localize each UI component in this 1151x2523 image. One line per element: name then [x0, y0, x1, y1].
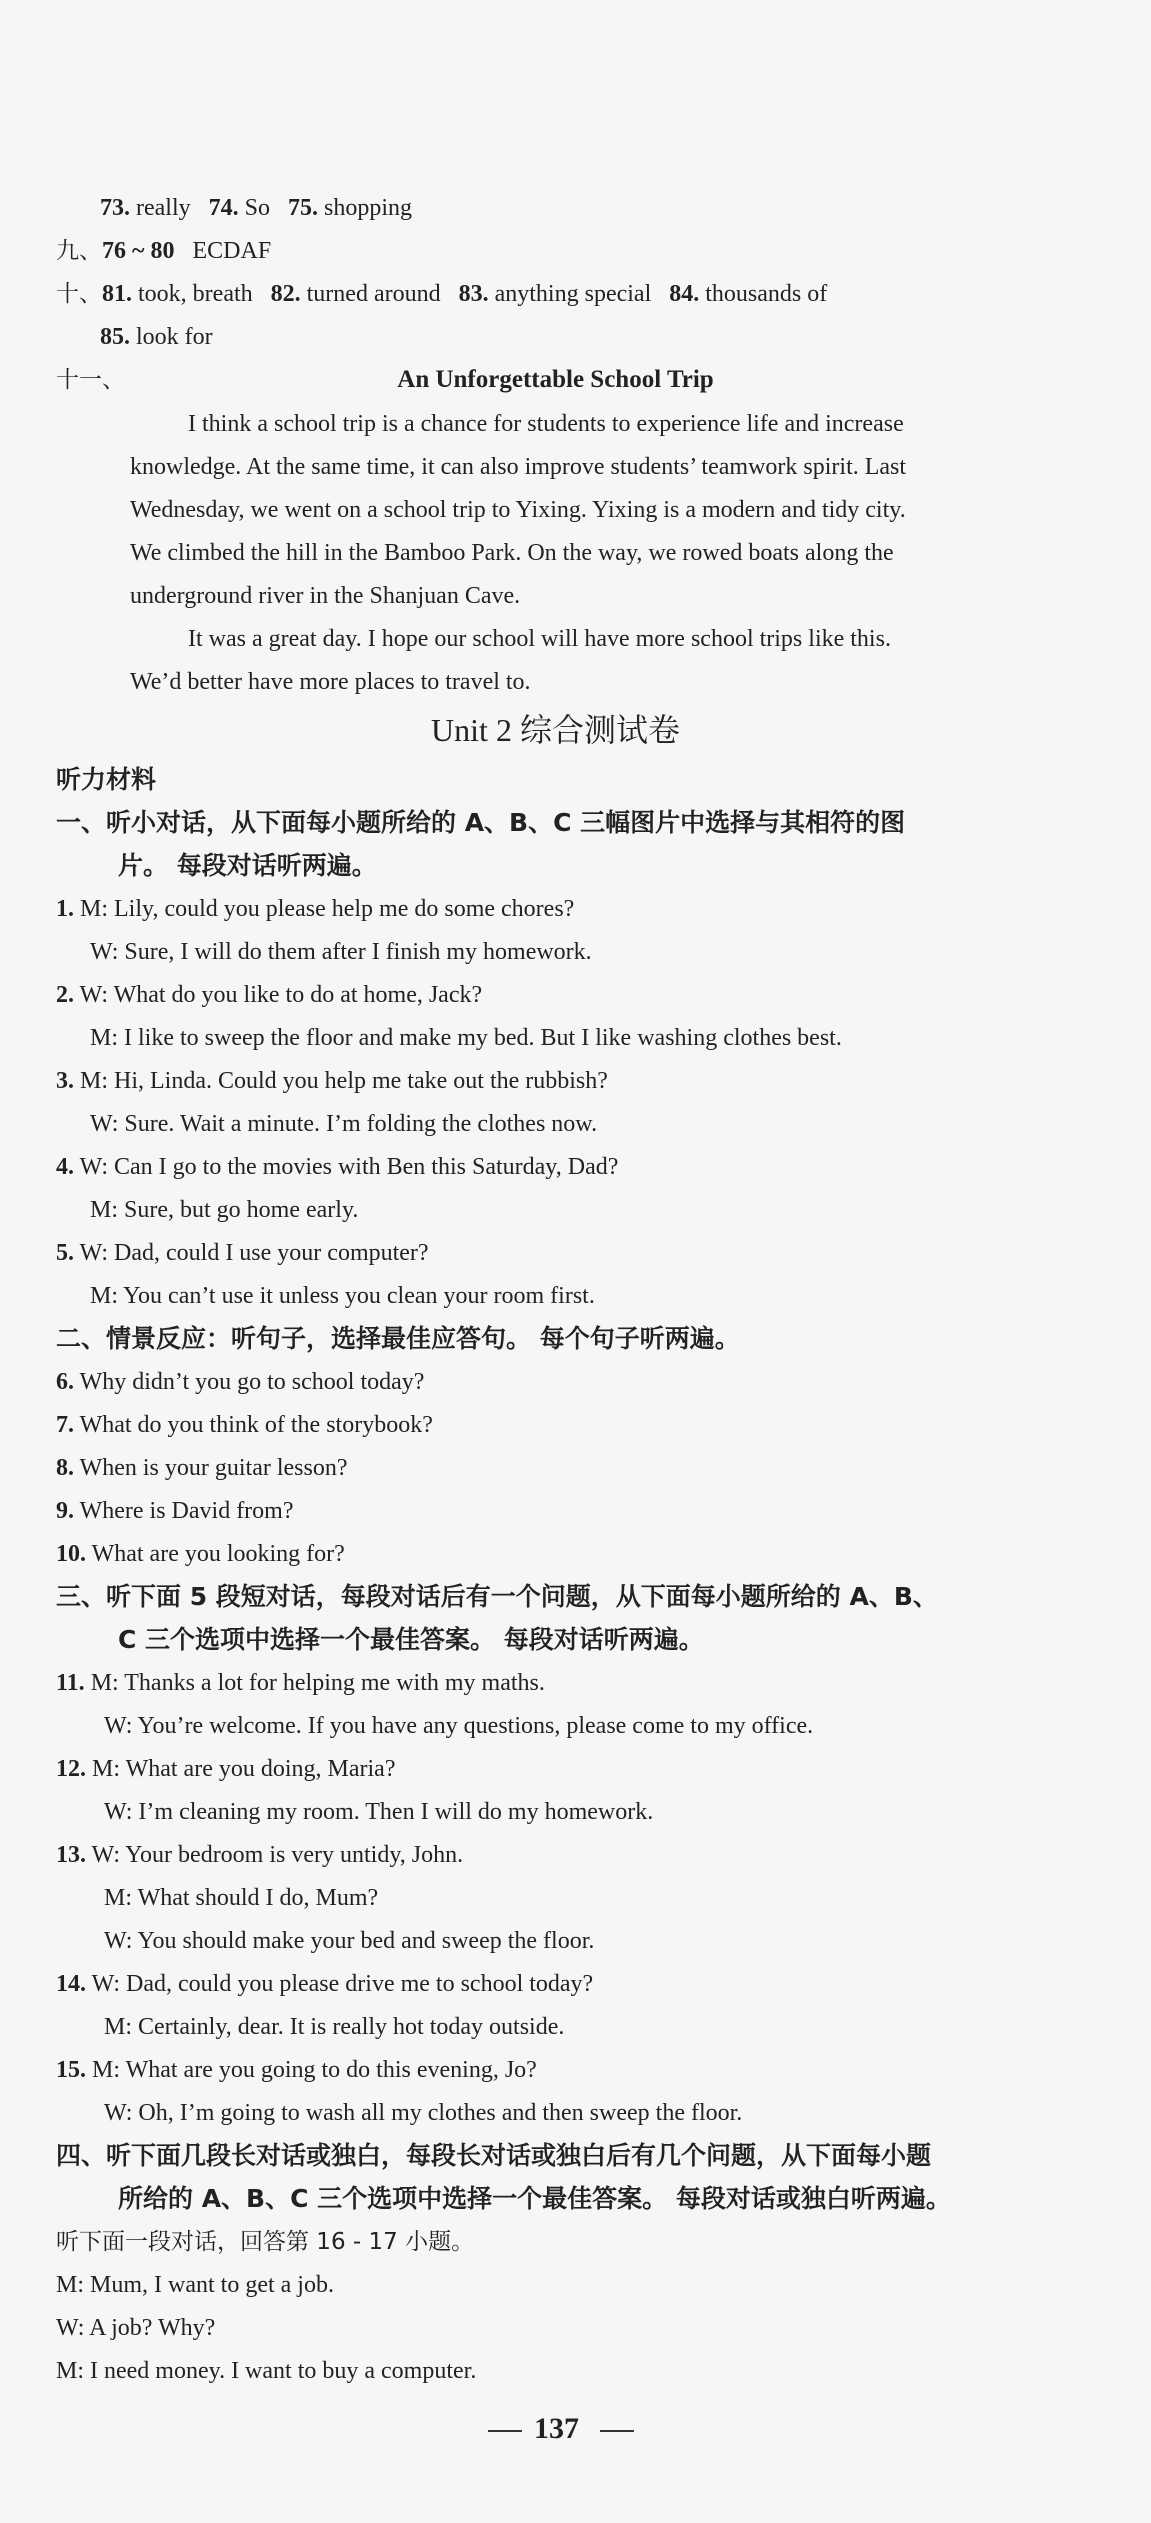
dialog-line: W: A job? Why?: [56, 2315, 216, 2341]
q-num: 84.: [669, 281, 700, 307]
q-num: 75.: [288, 195, 318, 221]
q-num: 81.: [102, 281, 132, 307]
answer: So: [244, 195, 270, 221]
answer: shopping: [324, 195, 413, 221]
dialog-line: M: I need money. I want to buy a computer.: [56, 2358, 477, 2384]
section-1-heading: 一、听小对话，从下面每小题所给的 A、B、C 三幅图片中选择与其相符的图: [56, 808, 906, 837]
dialog-line: M: Certainly, dear. It is really hot today outside.: [104, 2014, 565, 2040]
dialog-item-15: 15. M: What are you going to do this evening, Jo?: [56, 2057, 537, 2083]
dialog-item-12: 12. M: What are you doing, Maria?: [56, 1756, 396, 1782]
dialog-line: M: What should I do, Mum?: [104, 1885, 379, 1911]
dialog-line: W: Sure, I will do them after I finish my homework.: [90, 939, 592, 965]
q-num: 85.: [100, 324, 130, 350]
essay-line: We’d better have more places to travel to.: [130, 669, 531, 695]
dialog-item-13: 13. W: Your bedroom is very untidy, John.: [56, 1842, 464, 1868]
dialog-line: M: I like to sweep the floor and make my bed. But I like washing clothes best.: [90, 1025, 842, 1051]
section-label: 十、: [56, 281, 102, 307]
dialog-line: M: Sure, but go home early.: [90, 1197, 359, 1223]
q-num: 82.: [270, 281, 301, 307]
essay-line: I think a school trip is a chance for students to experience life and increase: [188, 411, 904, 437]
essay-line: It was a great day. I hope our school will have more school trips like this.: [188, 626, 891, 652]
q-num: 76 ~ 80: [102, 238, 175, 264]
dialog-line: W: You should make your bed and sweep the floor.: [104, 1928, 595, 1954]
dialog-item-14: 14. W: Dad, could you please drive me to school today?: [56, 1971, 594, 1997]
sentence-item-10: 10. What are you looking for?: [56, 1541, 345, 1567]
answer-line-81-84: [56, 279, 827, 309]
dialog-line: M: You can’t use it unless you clean your room first.: [90, 1283, 595, 1309]
dialog-line: W: Sure. Wait a minute. I’m folding the clothes now.: [90, 1111, 598, 1137]
sentence-item-8: 8. When is your guitar lesson?: [56, 1455, 348, 1481]
section-4-heading-cont: 所给的 A、B、C 三个选项中选择一个最佳答案。 每段对话或独白听两遍。: [118, 2184, 951, 2213]
dialog-line: W: I’m cleaning my room. Then I will do my homework.: [104, 1799, 654, 1825]
sentence-item-7: 7. What do you think of the storybook?: [56, 1412, 433, 1438]
dialog-item-11: 11. M: Thanks a lot for helping me with my maths.: [56, 1670, 545, 1696]
dialog-item-1: 1. M: Lily, could you please help me do some chores?: [56, 896, 575, 922]
dialog-line: W: Oh, I’m going to wash all my clothes and then sweep the floor.: [104, 2100, 743, 2126]
essay-section-label: 十一、: [56, 367, 125, 393]
answer: turned around: [306, 281, 441, 307]
essay-title: An Unforgettable School Trip: [397, 366, 714, 393]
answer: look for: [136, 324, 213, 350]
unit-title: Unit 2 综合测试卷: [431, 712, 680, 748]
q-num: 74.: [208, 195, 239, 221]
page-number-dash-left: [488, 2430, 522, 2432]
answer: thousands of: [705, 281, 828, 307]
answer: really: [136, 195, 191, 221]
dialog-item-2: 2. W: What do you like to do at home, Jack?: [56, 982, 483, 1008]
answer: anything special: [494, 281, 652, 307]
section-3-heading-cont: C 三个选项中选择一个最佳答案。 每段对话听两遍。: [118, 1625, 704, 1654]
answer-line-73-75: [100, 193, 412, 223]
section-4-intro: 听下面一段对话，回答第 16 - 17 小题。: [56, 2229, 475, 2255]
q-num: 83.: [458, 281, 489, 307]
essay-line: knowledge. At the same time, it can also improve students’ teamwork spirit. Last: [130, 454, 907, 480]
section-4-heading: 四、听下面几段长对话或独白，每段长对话或独白后有几个问题，从下面每小题: [56, 2141, 932, 2170]
answer: took, breath: [138, 281, 253, 307]
answer: ECDAF: [192, 238, 272, 264]
dialog-line: W: You’re welcome. If you have any questions, please come to my office.: [104, 1713, 814, 1739]
essay-line: We climbed the hill in the Bamboo Park. On the way, we rowed boats along the: [130, 540, 894, 566]
sentence-item-6: 6. Why didn’t you go to school today?: [56, 1369, 425, 1395]
section-1-heading-cont: 片。 每段对话听两遍。: [118, 851, 377, 880]
page-number-dash-right: [600, 2430, 634, 2432]
sentence-item-9: 9. Where is David from?: [56, 1498, 294, 1524]
section-3-heading: 三、听下面 5 段短对话，每段对话后有一个问题，从下面每小题所给的 A、B、: [56, 1582, 938, 1611]
answer-line-85: [100, 322, 213, 352]
section-label: 九、: [56, 238, 102, 264]
answer-line-76-80: [56, 236, 271, 266]
dialog-item-5: 5. W: Dad, could I use your computer?: [56, 1240, 429, 1266]
dialog-item-4: 4. W: Can I go to the movies with Ben this Saturday, Dad?: [56, 1154, 619, 1180]
essay-line: underground river in the Shanjuan Cave.: [130, 583, 521, 609]
q-num: 73.: [100, 195, 130, 221]
dialog-item-3: 3. M: Hi, Linda. Could you help me take out the rubbish?: [56, 1068, 608, 1094]
materials-heading: 听力材料: [56, 765, 157, 794]
essay-line: Wednesday, we went on a school trip to Yixing. Yixing is a modern and tidy city.: [130, 497, 906, 523]
dialog-line: M: Mum, I want to get a job.: [56, 2272, 334, 2298]
section-2-heading: 二、情景反应：听句子，选择最佳应答句。 每个句子听两遍。: [56, 1324, 740, 1353]
page-number: 137: [534, 2412, 579, 2445]
